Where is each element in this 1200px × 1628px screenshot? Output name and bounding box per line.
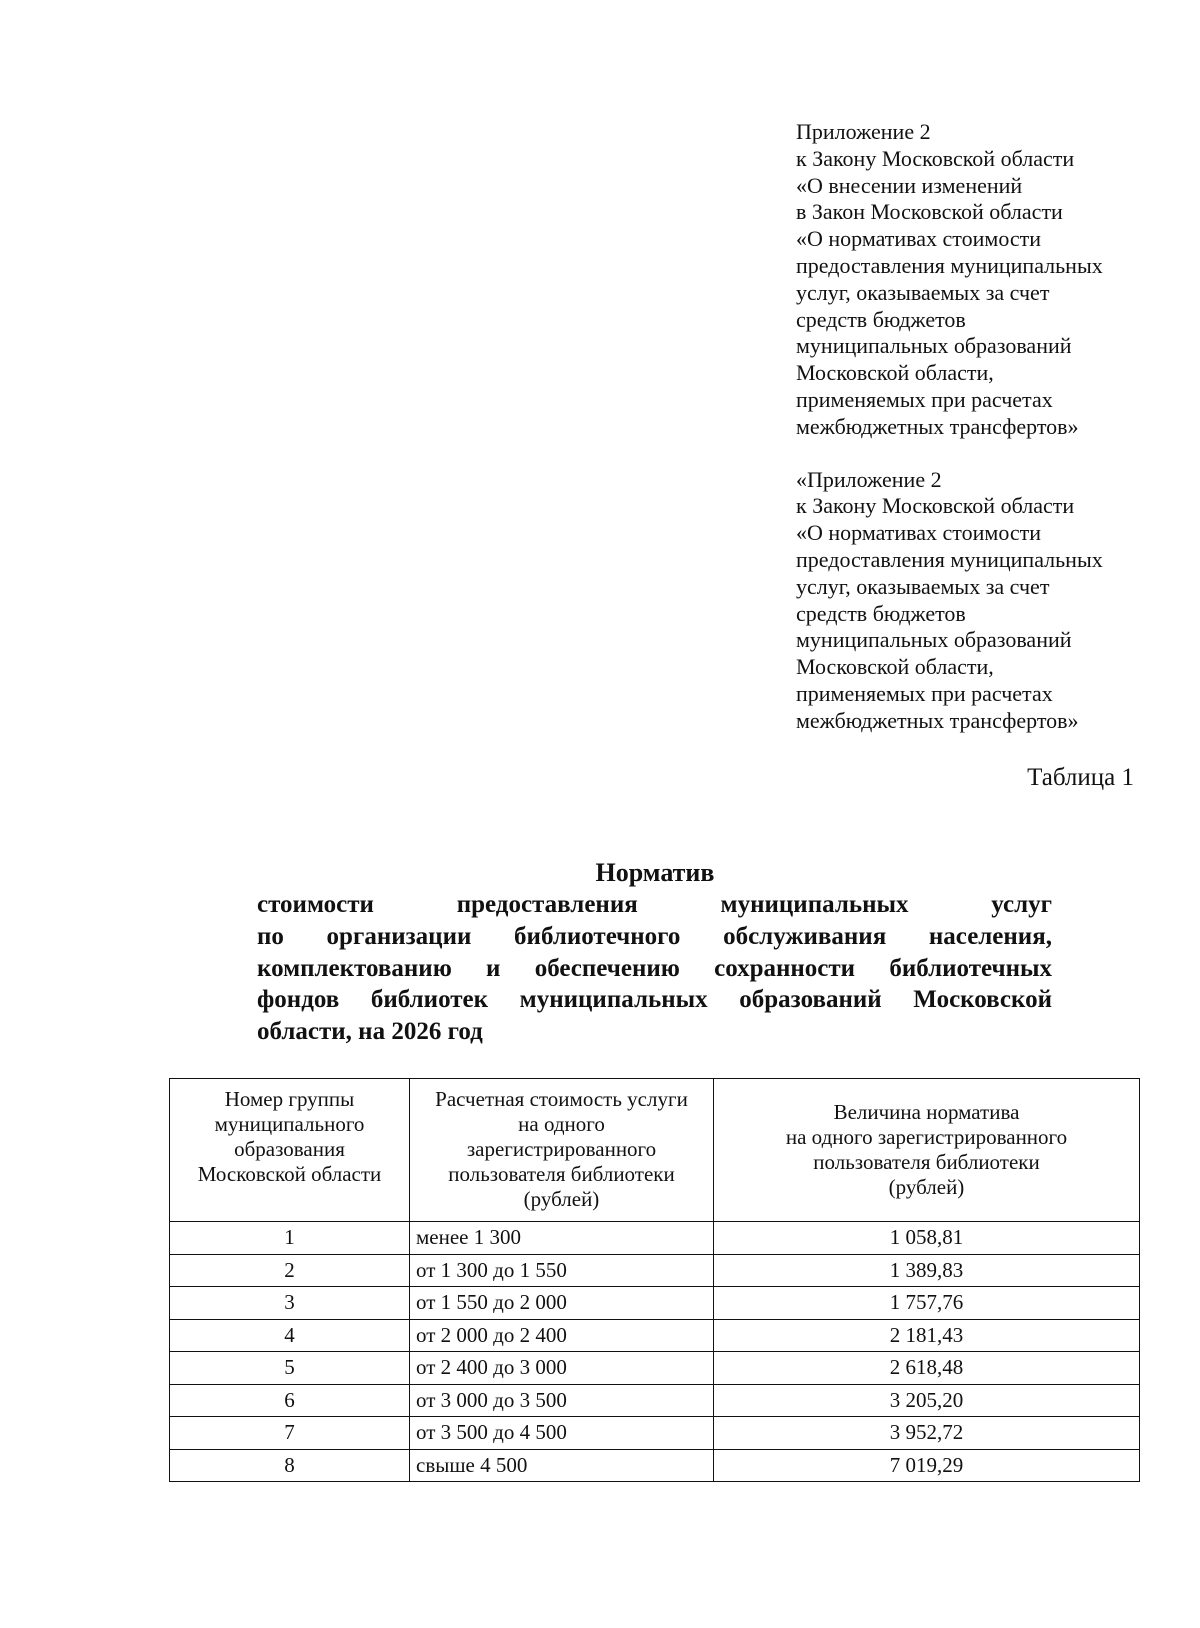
- norm-value-cell: 3 952,72: [714, 1417, 1140, 1450]
- norm-table: [169, 1078, 1140, 1482]
- text-line: средств бюджетов: [796, 600, 966, 626]
- header-text-line: пользователя библиотеки: [448, 1162, 675, 1186]
- header-text-line: Величина норматива: [833, 1100, 1020, 1124]
- table-row: [170, 1287, 1140, 1320]
- table-row: [170, 1319, 1140, 1352]
- header-group-number: [170, 1079, 410, 1222]
- table-row: [170, 1352, 1140, 1385]
- text-line: предоставления муниципальных: [796, 546, 1103, 572]
- header-text-line: (рублей): [888, 1175, 965, 1199]
- appendix-preamble: [796, 119, 1166, 735]
- table-body: [170, 1222, 1140, 1482]
- text-line: Московской области,: [796, 360, 994, 386]
- header-estimated-cost: [410, 1079, 714, 1222]
- cost-range-cell: от 1 300 до 1 550: [410, 1254, 714, 1287]
- table-row: [170, 1222, 1140, 1255]
- text-line: стоимости предоставления муниципальных услуг: [257, 891, 1052, 918]
- text-line: услуг, оказываемых за счет: [796, 279, 1050, 305]
- text-line: комплектованию и обеспечению сохранности библиотечных: [257, 954, 1052, 982]
- text-line: фондов библиотек муниципальных образований Московской: [257, 986, 1052, 1014]
- text-line: к Закону Московской области: [796, 493, 1075, 519]
- document-subtitle: [257, 889, 1052, 1048]
- text-line: «О внесении изменений: [796, 172, 1023, 198]
- text-line: межбюджетных трансфертов»: [796, 707, 1079, 733]
- header-text-line: Московской области: [197, 1162, 382, 1186]
- cost-range-cell: от 3 000 до 3 500: [410, 1384, 714, 1417]
- table-label: Таблица 1: [1027, 764, 1134, 791]
- text-line: области, на 2026 год: [257, 1018, 483, 1046]
- table-row: [170, 1254, 1140, 1287]
- norm-value-cell: 2 181,43: [714, 1319, 1140, 1352]
- norm-value-cell: 1 389,83: [714, 1254, 1140, 1287]
- header-text-line: (рублей): [523, 1187, 600, 1211]
- table-row: [170, 1417, 1140, 1450]
- text-line: «О нормативах стоимости: [796, 226, 1042, 252]
- group-number-cell: 1: [170, 1222, 410, 1255]
- text-line: предоставления муниципальных: [796, 252, 1103, 278]
- group-number-cell: 4: [170, 1319, 410, 1352]
- text-line: применяемых при расчетах: [796, 386, 1053, 412]
- header-text-line: образования: [234, 1137, 345, 1161]
- cost-range-cell: менее 1 300: [410, 1222, 714, 1255]
- text-line: муниципальных образований: [796, 627, 1072, 653]
- group-number-cell: 3: [170, 1287, 410, 1320]
- text-line: применяемых при расчетах: [796, 680, 1053, 706]
- amending-law-reference: [796, 119, 1166, 441]
- text-line: по организации библиотечного обслуживания населения,: [257, 922, 1052, 950]
- text-line: Московской области,: [796, 654, 994, 680]
- text-line: Приложение 2: [796, 119, 931, 144]
- cost-range-cell: от 2 000 до 2 400: [410, 1319, 714, 1352]
- header-text-line: пользователя библиотеки: [813, 1150, 1040, 1174]
- text-line: межбюджетных трансфертов»: [796, 413, 1079, 439]
- norm-value-cell: 1 757,76: [714, 1287, 1140, 1320]
- group-number-cell: 5: [170, 1352, 410, 1385]
- cost-range-cell: свыше 4 500: [410, 1449, 714, 1482]
- group-number-cell: 7: [170, 1417, 410, 1450]
- cost-range-cell: от 1 550 до 2 000: [410, 1287, 714, 1320]
- group-number-cell: 6: [170, 1384, 410, 1417]
- header-norm-value: [714, 1079, 1140, 1222]
- text-line: «О нормативах стоимости: [796, 520, 1042, 546]
- table-header-row: [170, 1079, 1140, 1222]
- norm-value-cell: 2 618,48: [714, 1352, 1140, 1385]
- base-law-reference: [796, 467, 1166, 735]
- text-line: «Приложение 2: [796, 466, 942, 492]
- text-line: в Закон Московской области: [796, 199, 1063, 225]
- text-line: средств бюджетов: [796, 306, 966, 332]
- norm-value-cell: 7 019,29: [714, 1449, 1140, 1482]
- norm-value-cell: 1 058,81: [714, 1222, 1140, 1255]
- text-line: муниципальных образований: [796, 333, 1072, 359]
- header-text-line: Расчетная стоимость услуги: [435, 1087, 688, 1111]
- table-row: [170, 1449, 1140, 1482]
- cost-range-cell: от 3 500 до 4 500: [410, 1417, 714, 1450]
- header-text-line: Номер группы: [224, 1087, 355, 1111]
- text-line: к Закону Московской области: [796, 145, 1075, 171]
- header-text-line: зарегистрированного: [466, 1137, 657, 1161]
- group-number-cell: 2: [170, 1254, 410, 1287]
- document-title: Норматив: [595, 858, 715, 887]
- header-text-line: на одного: [518, 1112, 605, 1136]
- header-text-line: на одного зарегистрированного: [785, 1125, 1068, 1149]
- norm-value-cell: 3 205,20: [714, 1384, 1140, 1417]
- group-number-cell: 8: [170, 1449, 410, 1482]
- text-line: услуг, оказываемых за счет: [796, 573, 1050, 599]
- cost-range-cell: от 2 400 до 3 000: [410, 1352, 714, 1385]
- table-row: [170, 1384, 1140, 1417]
- header-text-line: муниципального: [214, 1112, 365, 1136]
